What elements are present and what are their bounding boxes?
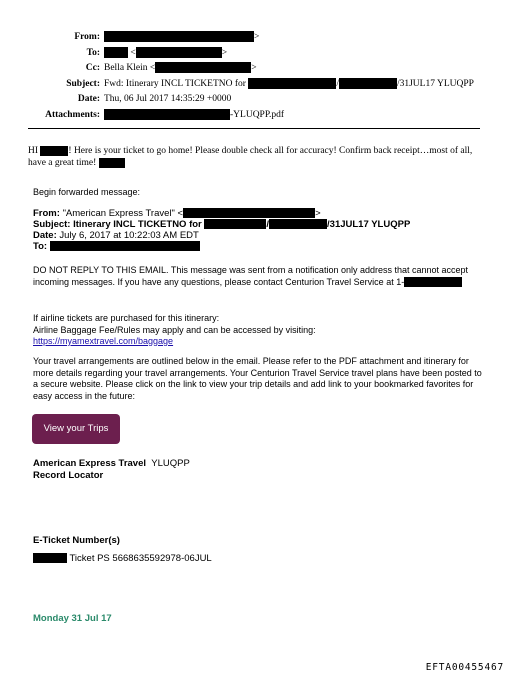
arrangements-paragraph: Your travel arrangements are outlined below in the email. Please refer to the PDF attachment and itinerary for more details regarding your travel arrangements. Your Centurion Travel Service travel plans have been posted to a secure website. Please click on the link to view your trip details and add link to your bookmarked favorites for easy access in the future: [33,356,482,401]
baggage-line-2: Airline Baggage Fee/Rules may apply and can be accessed by visiting: [33,324,316,335]
redaction [99,158,125,168]
fw-subject-label: Subject: [33,219,71,230]
baggage-paragraph [33,313,483,348]
header-attachments-row [0,108,512,124]
redaction [104,47,128,58]
redaction [136,47,222,58]
notice-paragraph [33,265,483,288]
cc-value: Bella Klein < > [104,63,257,73]
date-value: Thu, 06 Jul 2017 14:35:29 +0000 [104,94,232,104]
fw-date-row [33,230,493,241]
attachment-name: -YLUQPP.pdf [230,109,285,120]
fw-from-label: From: [33,208,60,219]
view-trips-button[interactable]: View your Trips [32,414,120,444]
redaction [204,219,266,229]
header-date-row [0,92,512,108]
fw-subject-row: Subject: Itinerary INCL TICKETNO for / /31JUL17 YLUQPP [33,219,411,230]
header-subject-row [0,77,512,93]
subject-suffix: 31JUL17 YLUQPP [399,78,474,89]
header-cc-row [0,61,512,77]
fw-date-value: July 6, 2017 at 10:22:03 AM EDT [59,230,199,241]
to-value: < > [104,46,227,62]
eticket-heading: E-Ticket Number(s) [33,535,120,546]
fw-to-label: To: [33,241,48,252]
intro-message [28,145,483,169]
subject-label: Subject: [66,78,100,89]
fw-to-row [33,241,493,252]
attachments-label: Attachments: [45,109,100,120]
record-label: Record Locator [33,469,104,481]
notice-text: DO NOT REPLY TO THIS EMAIL. This message was sent from a notification only address that cannot accept incoming messages. If you have any questions, please contact Centurion Travel Service at 1- [33,265,469,287]
redaction [104,31,254,42]
redaction [269,219,327,229]
redaction [339,78,397,89]
from-value: > [104,30,259,46]
baggage-line-1: If airline tickets are purchased for this itinerary: [33,313,220,323]
from-label: From: [74,32,100,42]
redaction [33,553,67,563]
cc-label: Cc: [85,63,100,73]
redaction [104,109,230,120]
fw-from-value: "American Express Travel" < [62,208,184,219]
eticket-row [33,553,212,565]
itinerary-date: Monday 31 Jul 17 [33,613,112,624]
date-label: Date: [77,94,100,104]
cc-name: Bella Klein < [104,63,156,73]
redaction [50,241,200,251]
record-code: YLUQPP [151,458,190,469]
redaction [183,208,315,218]
attachment-file[interactable] [104,108,284,124]
fw-from-row: From: "American Express Travel" < > [33,208,321,219]
begin-forwarded: Begin forwarded message: [33,187,141,197]
to-label: To: [86,47,100,58]
header-divider [28,128,480,129]
record-company: American Express Travel [33,458,147,469]
header-to-row [0,46,512,62]
redaction [404,277,462,287]
redaction [40,146,68,156]
redaction [155,62,251,73]
redaction [248,78,336,89]
fw-subject-prefix: Itinerary INCL TICKETNO for [73,219,202,230]
email-header [0,30,512,123]
ticket-number: Ticket PS 5668635592978-06JUL [69,553,212,564]
intro-text: ! Here is your ticket to go home! Please double check all for accuracy! Confirm back receipt…most of all, have a great time! [28,146,473,168]
header-from-row [0,30,512,46]
baggage-link[interactable]: https://myamextravel.com/baggage [33,336,174,346]
subject-value: Fwd: Itinerary INCL TICKETNO for / /31JUL17 YLUQPP [104,78,474,89]
fw-subject-suffix: 31JUL17 YLUQPP [329,219,411,230]
record-locator [33,458,190,481]
greeting: HI [28,146,39,156]
fw-date-label: Date: [33,230,57,241]
document-id: EFTA00455467 [425,662,504,673]
forwarded-header [33,208,493,252]
subject-prefix: Fwd: Itinerary INCL TICKETNO for [104,78,246,89]
